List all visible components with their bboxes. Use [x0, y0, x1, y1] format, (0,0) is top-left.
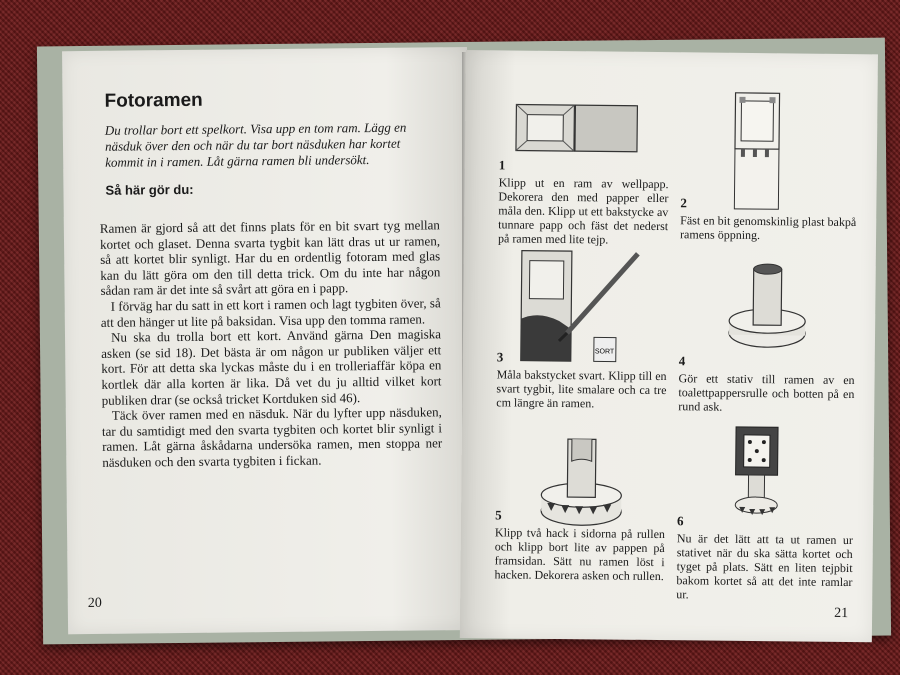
- page-title: Fotoramen: [104, 89, 203, 112]
- page-number-right: 21: [834, 605, 849, 622]
- step-5: 5 Klipp två hack i sidorna på rullen och klipp bort lite av pappen på framsidan. Sätt nu ramen löst i hacken. Dekorera asken och rullen.: [494, 507, 666, 584]
- step-2: 2 Fäst en bit genomskinlig plast bakpå ramens öppning.: [680, 195, 857, 243]
- paragraph: Nu ska du trolla bort ett kort. Använd gärna Den magiska asken (se sid 18). Det bästa är om någon ur publiken väljer ett kort. För att detta ska lyckas måste du i en trolleriaffär köpa en kortlek där alla korten är lika. Då vet du ju alltid vilket kort publiken drar (se också tricket Kortduken sid 46).: [101, 326, 442, 408]
- instructions-body: [100, 217, 443, 470]
- painting-illustration: [519, 249, 650, 366]
- finished-frame-illustration: [733, 425, 782, 521]
- right-page: [460, 50, 878, 642]
- intro-text: Du trollar bort ett spelkort. Visa upp en tom ram. Lägg en näsduk över den och när du tar bort näsduken har kortet kommit in i ramen. Låt gärna ramen bli undersökt.: [104, 119, 407, 170]
- stand-illustration: [725, 263, 810, 356]
- paragraph: Ramen är gjord så att det finns plats för en bit svart tyg mellan kortet och glaset. Denna svarta tygbit kan lätt dras ut ur ramen, så att kortet blir synligt. Har du en ordentlig fotoram med glas kan du lätt göra om den till detta trick. Om du inte har någon sådan ram är det inte så svårt att göra en i papp.: [99, 217, 441, 299]
- step-3: 3 Måla bakstycket svart. Klipp till en svart tygbit, lite smalare och ca tre cm längre än ramen.: [496, 349, 667, 411]
- paragraph: I förväg har du satt in ett kort i ramen och lagt tygbiten över, så att den hänger ut lite på baksidan. Visa upp den tomma ramen.: [100, 295, 441, 330]
- left-page: [62, 47, 473, 634]
- paragraph: Täck över ramen med en näsduk. När du lyfter upp näsduken, tar du samtidigt med den svarta tygbiten och kortet blir synligt i ramen. Låt gärna åskådarna undersöka ramen, men stoppa ner näsduken och den svarta tygbiten i fickan.: [101, 404, 443, 470]
- step-4: 4 Gör ett stativ till ramen av en toalettpappersrulle och botten på en rund ask.: [678, 353, 855, 414]
- frame-cutout-illustration: [515, 103, 642, 156]
- step-6: 6 Nu är det lätt att ta ut ramen ur stativet när du ska sätta kortet och tyget på plats. Sätt en liten tejpbit bakom kortet så att det inte ramlar ur.: [676, 513, 853, 602]
- frame-back-illustration: [732, 91, 783, 212]
- page-number-left: 20: [87, 595, 102, 612]
- paint-jar-label: SORT: [594, 348, 615, 356]
- instructions-heading: Så här gör du:: [105, 181, 194, 198]
- step-1: 1 Klipp ut en ram av wellpapp. Dekorera den med papper eller måla den. Klipp ut ett bakstycke av tunnare papp och fäst det nederst på ramen med lite tejp.: [497, 157, 669, 247]
